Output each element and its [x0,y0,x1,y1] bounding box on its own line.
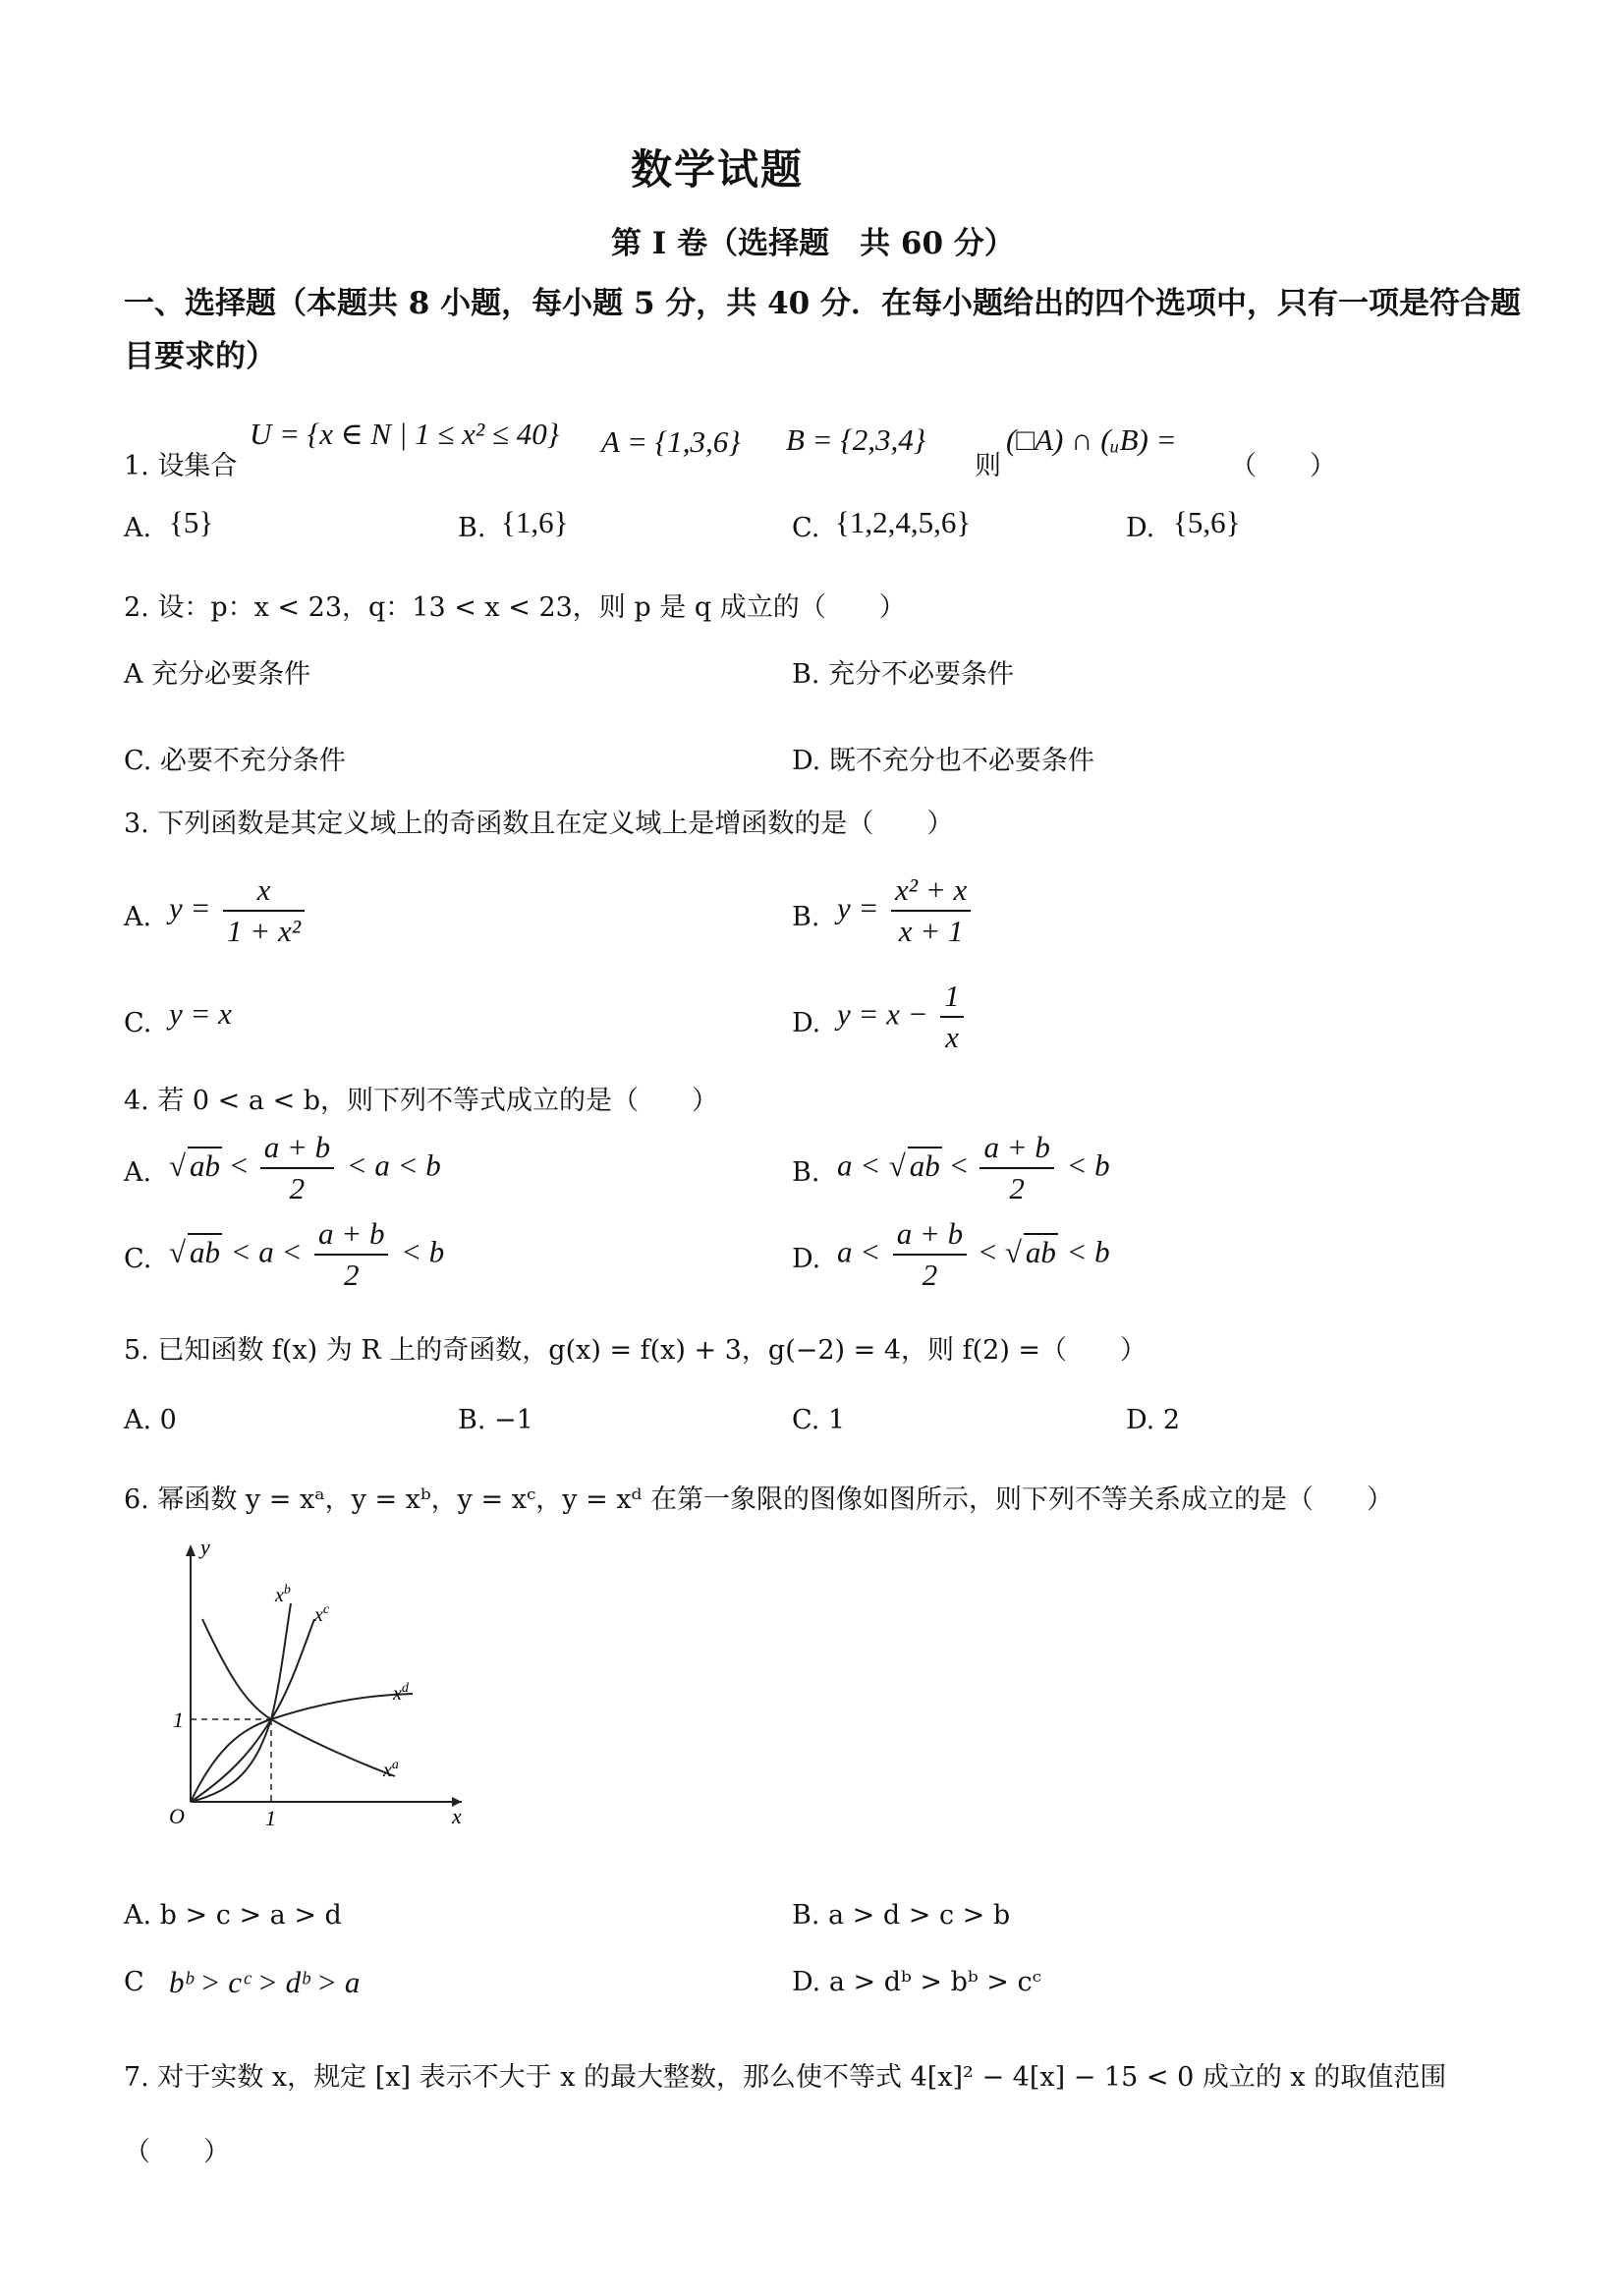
q6-stem: 6. 幂函数 y = xᵃ，y = xᵇ，y = xᶜ，y = xᵈ 在第一象限的图像如图所示，则下列不等关系成立的是（ ） [124,1484,1393,1515]
q1-option-c-value: {1,2,4,5,6} [835,505,972,539]
q5-stem: 5. 已知函数 f(x) 为 R 上的奇函数，g(x) = f(x) + 3，g(−2) = 4，则 f(2) =（ ） [124,1335,1147,1366]
q5-option-a: A. 0 [124,1405,177,1435]
q4-stem: 4. 若 0 < a < b，则下列不等式成立的是（ ） [124,1086,719,1116]
q3-option-c-formula: y = x [169,996,232,1031]
fraction: $\frac{\text{x² + x}}{x + 1}$ [891,872,971,949]
fraction: $\frac{a + b}{2}$ [314,1216,388,1293]
origin-label: O [169,1804,185,1828]
fraction: $\frac{1}{x}$ [940,979,964,1055]
q3-option-b-formula: y = $\frac{\text{x² + x}}{x + 1}$ [837,872,975,949]
curve-x-c [191,1619,314,1802]
q1-set-a: A = {1,3,6} [601,424,741,459]
q6-option-c-label: C [124,1967,144,1997]
q2-option-a: A 充分必要条件 [124,659,311,690]
q1-set-u: U = {x ∈ N | 1 ≤ x² ≤ 40} [250,417,560,451]
q3-option-c-label: C. [124,1008,152,1038]
q1-option-a-label: A. [124,513,152,543]
q1-answer-paren: （ ） [1230,451,1336,481]
q1-option-a-value: {5} [169,505,214,539]
q3-stem: 3. 下列函数是其定义域上的奇函数且在定义域上是增函数的是（ ） [124,809,954,839]
q1-option-d-value: {5,6} [1173,505,1241,539]
q6-option-a: A. b > c > a > d [124,1900,342,1931]
q4-option-a-formula: √ ab < $\frac{a + b}{2}$ < a < b [169,1130,441,1205]
q3-option-d-formula: y = x − $\frac{1}{x}$ [837,979,968,1055]
q3-option-a-formula: y = $\frac{x}{\text{1 + x²}}$ [169,872,308,949]
curve-x-d [191,1694,413,1802]
q3-option-d-label: D. [792,1008,821,1038]
q4-option-a-label: A. [124,1157,152,1188]
q1-option-d-label: D. [1126,513,1155,543]
q7-stem: 7. 对于实数 x，规定 [x] 表示不大于 x 的最大整数，那么使不等式 4[x]² − 4[x] − 15 < 0 成立的 x 的取值范围 [124,2062,1447,2093]
q6-option-b: B. a > d > c > b [792,1900,1011,1931]
q4-option-b-formula: a < √ ab < $\frac{a + b}{2}$ < b [837,1130,1110,1205]
section-heading: 一、选择题（本题共 8 小题，每小题 5 分，共 40 分．在每小题给出的四个选项中，只有一项是符合题目要求的） [124,286,1522,374]
q3-option-b-label: B. [792,902,820,932]
q4-option-d-formula: a < $\frac{a + b}{2}$ < √ ab < b [837,1216,1110,1292]
q7-answer-paren: （ ） [124,2137,230,2167]
q1-option-c-label: C. [792,513,820,543]
tick-y-1: 1 [173,1708,184,1732]
fraction: $\frac{a + b}{2}$ [893,1216,967,1293]
fraction: $\frac{a + b}{2}$ [979,1130,1053,1206]
page-title: 数学试题 [631,145,805,194]
curve-x-c-label: $x^c$ [314,1602,330,1626]
q2-stem: 2. 设：p：x < 23，q：13 < x < 23，则 p 是 q 成立的（ ） [124,592,906,623]
power-function-graph [118,1533,481,1847]
fraction: $\frac{a + b}{2}$ [260,1130,334,1206]
q4-option-c-formula: √ ab < a < $\frac{a + b}{2}$ < b [169,1216,445,1292]
x-axis-label: x [452,1804,462,1828]
y-axis-label: y [200,1535,210,1559]
q1-option-b-value: {1,6} [501,505,569,539]
q1-set-b: B = {2,3,4} [786,422,926,457]
q5-option-b: B. −1 [458,1405,533,1435]
q2-option-d: D. 既不充分也不必要条件 [792,746,1094,776]
q5-option-c: C. 1 [792,1405,846,1435]
q6-option-d: D. a > dᵇ > bᵇ > cᶜ [792,1967,1041,1997]
q4-option-b-label: B. [792,1157,820,1188]
q4-option-c-label: C. [124,1244,152,1274]
q6-option-c-formula: bᵇ > cᶜ > dᵇ > a [169,1965,361,1999]
fraction: $\frac{x}{\text{1 + x²}}$ [223,872,305,949]
curve-x-a-label: $x^a$ [383,1758,399,1781]
q2-option-b: B. 充分不必要条件 [792,659,1015,690]
y-axis-arrow [186,1544,196,1556]
q2-option-c: C. 必要不充分条件 [124,746,346,776]
q3-option-a-label: A. [124,902,152,932]
curve-x-b [191,1603,291,1802]
q1-prefix: 1. 设集合 [124,451,238,481]
part-heading: 第 I 卷（选择题 共 60 分） [611,226,1015,261]
q1-expression: (□A) ∩ (ᵤB) = [1006,422,1177,457]
curve-x-d-label: $x^d$ [393,1681,409,1705]
tick-x-1: 1 [265,1806,276,1830]
q4-option-d-label: D. [792,1244,821,1274]
q1-ask: 则 [975,451,1001,481]
q5-option-d: D. 2 [1126,1405,1181,1435]
curve-x-b-label: $x^b$ [275,1583,291,1606]
q1-option-b-label: B. [458,513,486,543]
